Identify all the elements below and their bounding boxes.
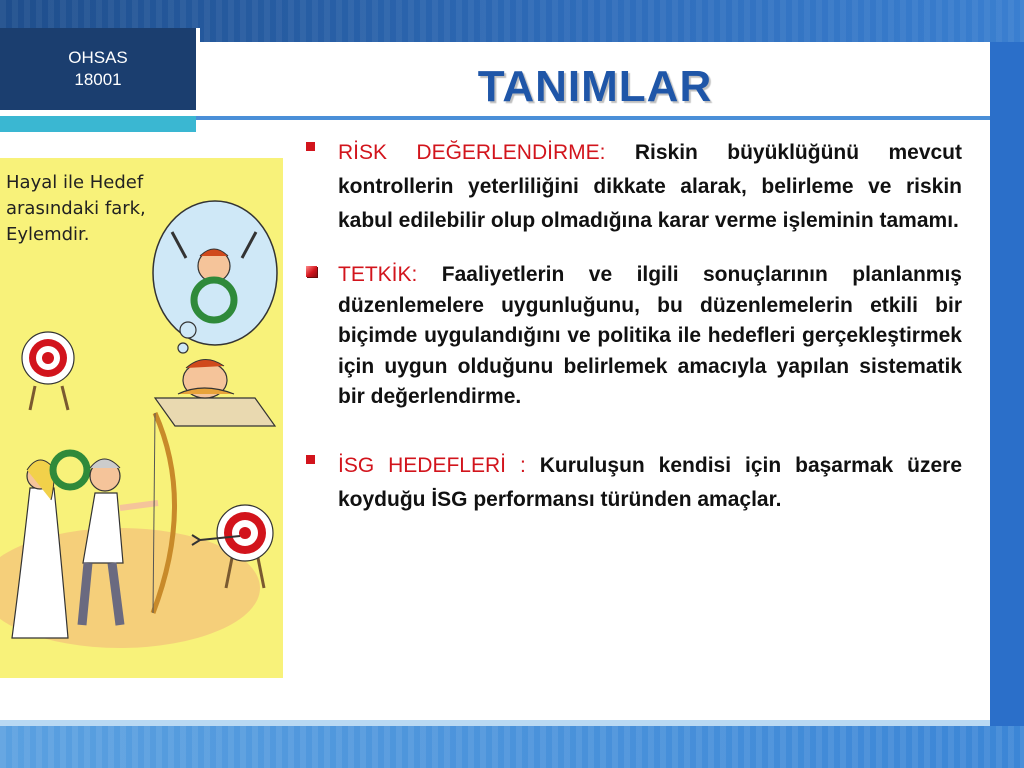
page-title: TANIMLAR	[477, 62, 713, 111]
logo-block	[0, 28, 200, 110]
definition-term: İSG HEDEFLERİ :	[338, 453, 540, 477]
definitions-list	[300, 136, 962, 517]
illustration-caption	[6, 170, 166, 248]
right-accent-bar	[990, 42, 1024, 750]
caption-line-2: arasındaki fark,	[6, 198, 146, 219]
caption-line-1: Hayal ile Hedef	[6, 172, 144, 193]
logo-line-2: 18001	[74, 70, 122, 89]
square-bullet-icon	[306, 142, 315, 151]
definition-text: Kuruluşun kendisi için başarmak üzere koyduğu İSG performansı türünden amaçlar.	[338, 453, 962, 511]
bottom-band	[0, 726, 1024, 768]
square-bullet-icon	[306, 455, 315, 464]
definition-item-audit	[300, 260, 962, 413]
cube-bullet-icon	[306, 266, 317, 277]
definition-term: RİSK DEĞERLENDİRME:	[338, 141, 635, 164]
title-area	[200, 42, 990, 116]
definition-text: Faaliyetlerin ve ilgili sonuçlarının planlanmış düzenlemelere uygunluğunu, bu düzenlemelerin etkili bir biçimde uygulandığını ve politika ile hedefleri gerçekleştirmek için uygun olduğunu belirlemek amacıyla yapılan sistematik bir değerlendirme.	[338, 263, 962, 408]
logo-line-1: OHSAS	[68, 48, 128, 67]
cartoon-illustration	[0, 158, 283, 678]
definition-text: Riskin büyüklüğünü mevcut kontrollerin yeterliliğini dikkate alarak, belirleme ve riskin kabul edilebilir olup olmadığına karar verme işleminin tamamı.	[338, 141, 962, 232]
title-underline	[196, 116, 990, 120]
logo-accent-strip	[0, 116, 196, 132]
definition-item-risk-assessment	[300, 136, 962, 238]
definition-item-ohs-objectives	[300, 449, 962, 517]
caption-line-3: Eylemdir.	[6, 224, 90, 245]
definition-term: TETKİK:	[338, 263, 442, 286]
